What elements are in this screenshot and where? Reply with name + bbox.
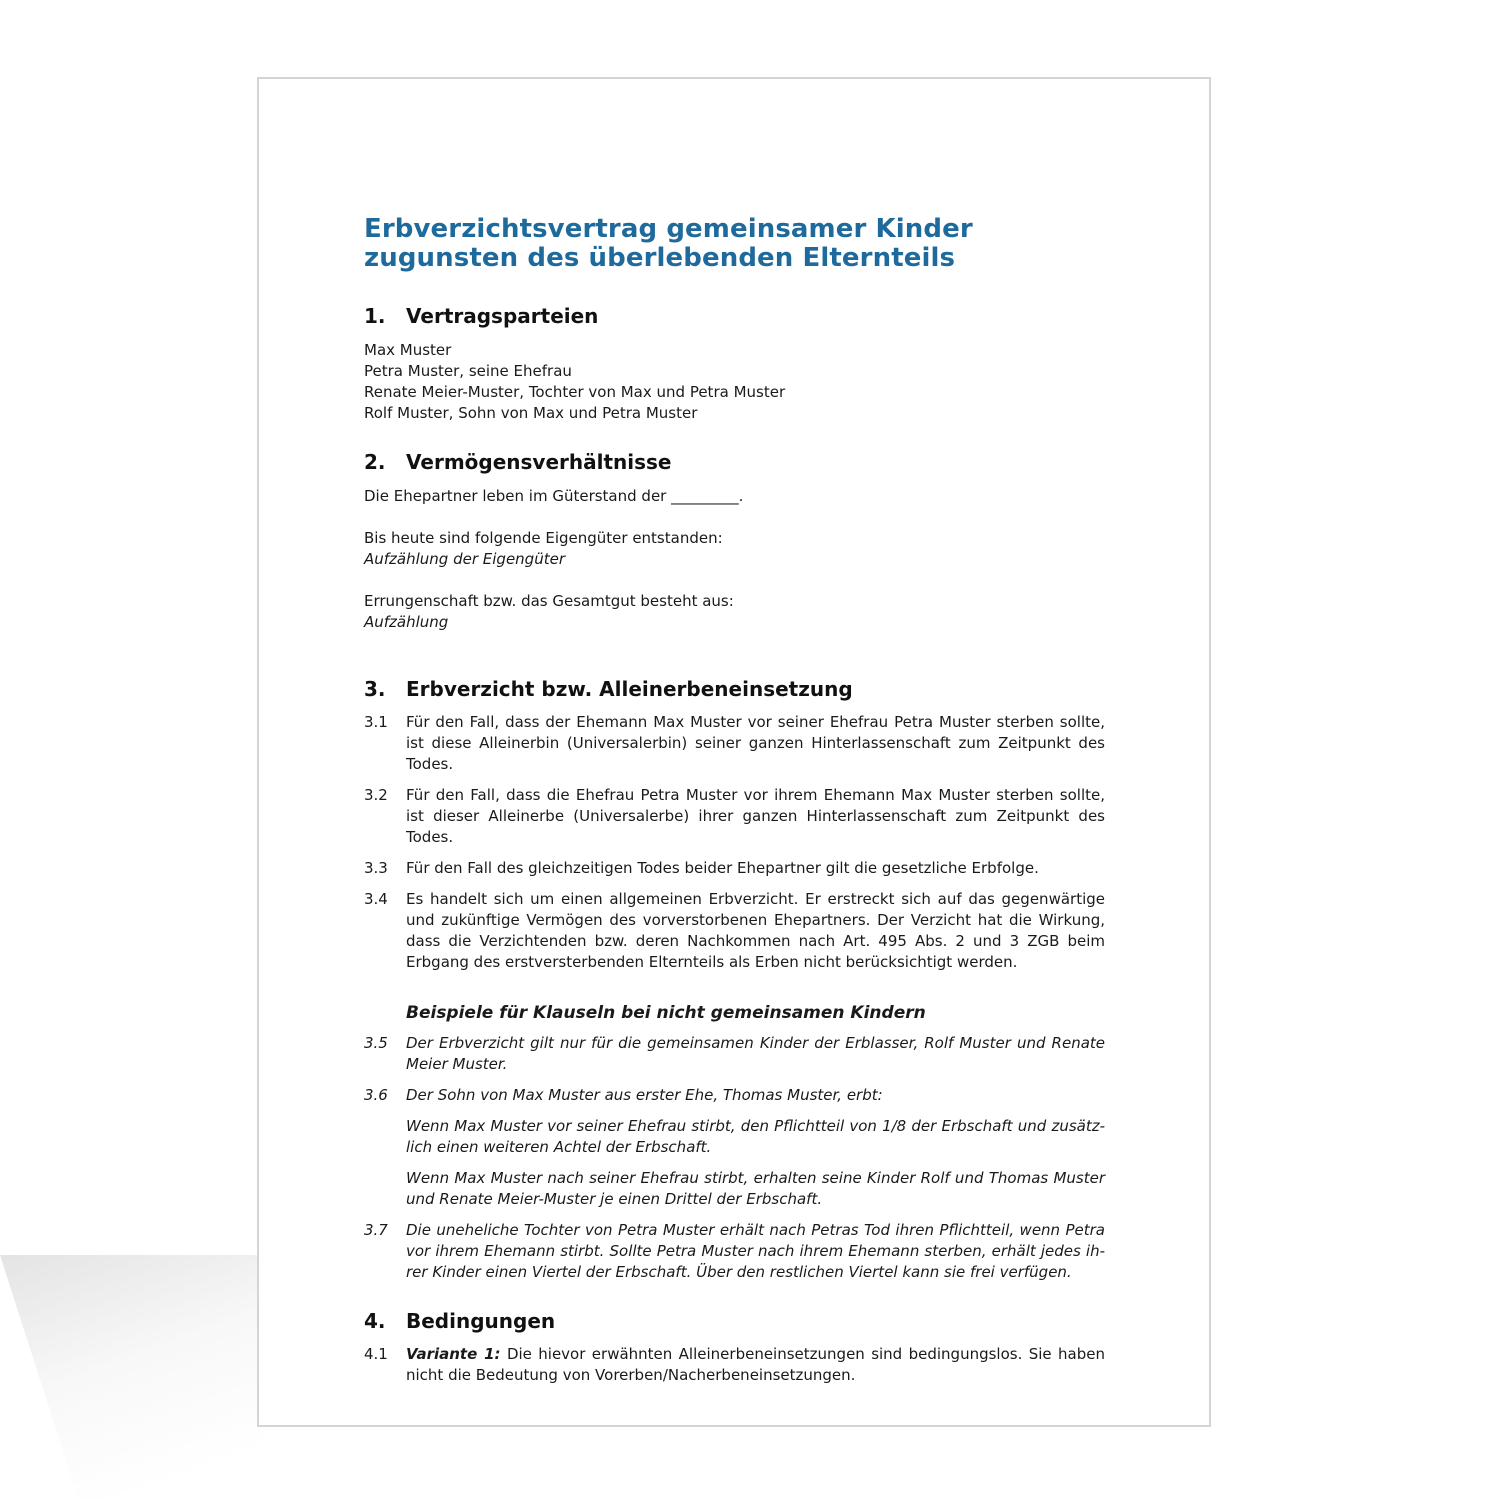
document-page: [257, 77, 1211, 1427]
paragraph-eigengueter: Bis heute sind folgende Eigengüter entstanden:: [364, 529, 723, 547]
clause-3-3: [364, 858, 1105, 879]
clause-text: Für den Fall, dass die Ehefrau Petra Muster vor ihrem Ehemann Max Muster sterben sollte, ist dieser Alleinerbe (Universalerbe) ihrer ganzen Hinterlassenschaft zum Zeitpunkt des Todes.: [406, 786, 1105, 846]
paragraph-gueterstand: Die Ehepartner leben im Güterstand der _________.: [364, 487, 744, 505]
title-line-1: Erbverzichtsvertrag gemeinsamer Kinder: [364, 214, 973, 244]
paragraph-errungenschaft: Errungenschaft bzw. das Gesamtgut besteht aus:: [364, 592, 734, 610]
clause-number: 4.1: [364, 1345, 388, 1363]
section-number: 1.: [364, 304, 386, 328]
parties-list: [364, 340, 1105, 424]
section-title: Vermögensverhältnisse: [406, 450, 672, 474]
clause-3-1: [364, 712, 1105, 775]
clause-number: 3.2: [364, 786, 388, 804]
clause-text: [406, 1344, 1105, 1386]
clause-text: Der Sohn von Max Muster aus erster Ehe, Thomas Muster, erbt:: [406, 1086, 883, 1104]
section-title: Erbverzicht bzw. Alleinerbeneinsetzung: [406, 677, 853, 701]
party-item: Rolf Muster, Sohn von Max und Petra Muster: [364, 404, 698, 422]
clause-text: Für den Fall des gleichzeitigen Todes beider Ehepartner gilt die gesetzliche Erbfolge.: [406, 859, 1039, 877]
party-item: Renate Meier-Muster, Tochter von Max und Petra Muster: [364, 383, 786, 401]
section-number: 2.: [364, 450, 386, 474]
clause-3-6: [364, 1085, 1105, 1106]
section-1-heading: [364, 304, 1105, 328]
document-content: [364, 215, 1105, 1386]
placeholder-aufzaehlung: Aufzählung: [364, 613, 449, 631]
section-3-heading: [364, 677, 1105, 701]
clause-4-1: [364, 1344, 1105, 1386]
clause-text: Die uneheliche Tochter von Petra Muster erhält nach Petras Tod ihren Pflichtteil, wenn Petra vor ihrem Ehemann stirbt. Sollte Petra Muster nach ihrem Ehemann sterben, erhält jedes ih-rer Kinder einen Viertel der Erbschaft. Über den restlichen Viertel kann sie frei verfügen.: [406, 1221, 1105, 1281]
clause-number: 3.3: [364, 859, 388, 877]
clause-3-6-case-b: Wenn Max Muster nach seiner Ehefrau stirbt, erhalten seine Kinder Rolf und Thomas Muster und Renate Meier-Muster je einen Drittel der Erbschaft.: [406, 1169, 1105, 1208]
clause-3-7: [364, 1220, 1105, 1283]
clause-text: Für den Fall, dass der Ehemann Max Muster vor seiner Ehefrau Petra Muster sterben sollte, ist diese Alleinerbin (Universalerbin) seiner ganzen Hinterlassenschaft zum Zeitpunkt des Todes.: [406, 713, 1105, 773]
clause-number: 3.4: [364, 890, 388, 908]
clause-3-2: [364, 785, 1105, 848]
variant-label: Variante 1:: [406, 1345, 501, 1363]
clause-3-4: [364, 889, 1105, 973]
clause-number: 3.5: [364, 1034, 388, 1052]
title-line-2: zugunsten des überlebenden Elternteils: [364, 243, 956, 273]
section-2-heading: [364, 450, 1105, 474]
clause-number: 3.6: [364, 1086, 388, 1104]
section-number: 3.: [364, 677, 386, 701]
section-number: 4.: [364, 1309, 386, 1333]
variant-text: Die hievor erwähnten Alleinerbeneinsetzungen sind bedingungslos. Sie haben nicht die Bedeutung von Vorerben/Nacherbeneinsetzungen.: [406, 1345, 1105, 1384]
examples-subheading: Beispiele für Klauseln bei nicht gemeinsamen Kindern: [406, 1003, 926, 1023]
party-item: Petra Muster, seine Ehefrau: [364, 362, 572, 380]
section-title: Bedingungen: [406, 1309, 556, 1333]
page-shadow: [0, 1255, 262, 1500]
placeholder-eigengueter: Aufzählung der Eigengüter: [364, 550, 565, 568]
clause-number: 3.1: [364, 713, 388, 731]
party-item: Max Muster: [364, 341, 452, 359]
document-title: [364, 215, 1105, 273]
clause-text: Es handelt sich um einen allgemeinen Erbverzicht. Er erstreckt sich auf das gegenwärtige und zukünftige Vermögen des vorverstorbenen Ehepartners. Der Verzicht hat die Wirkung, dass die Verzichtenden bzw. deren Nachkommen nach Art. 495 Abs. 2 und 3 ZGB beim Erbgang des erstversterbenden Elternteils als Erben nicht berücksichtigt werden.: [406, 890, 1105, 971]
section-4-heading: [364, 1309, 1105, 1333]
clause-3-5: [364, 1033, 1105, 1075]
section-title: Vertragsparteien: [406, 304, 599, 328]
clause-text: Der Erbverzicht gilt nur für die gemeinsamen Kinder der Erblasser, Rolf Muster und Renate Meier Muster.: [406, 1034, 1105, 1073]
clause-number: 3.7: [364, 1221, 388, 1239]
clause-3-6-case-a: Wenn Max Muster vor seiner Ehefrau stirbt, den Pflichtteil von 1/8 der Erbschaft und zusätz-lich einen weiteren Achtel der Erbschaft.: [406, 1117, 1105, 1156]
